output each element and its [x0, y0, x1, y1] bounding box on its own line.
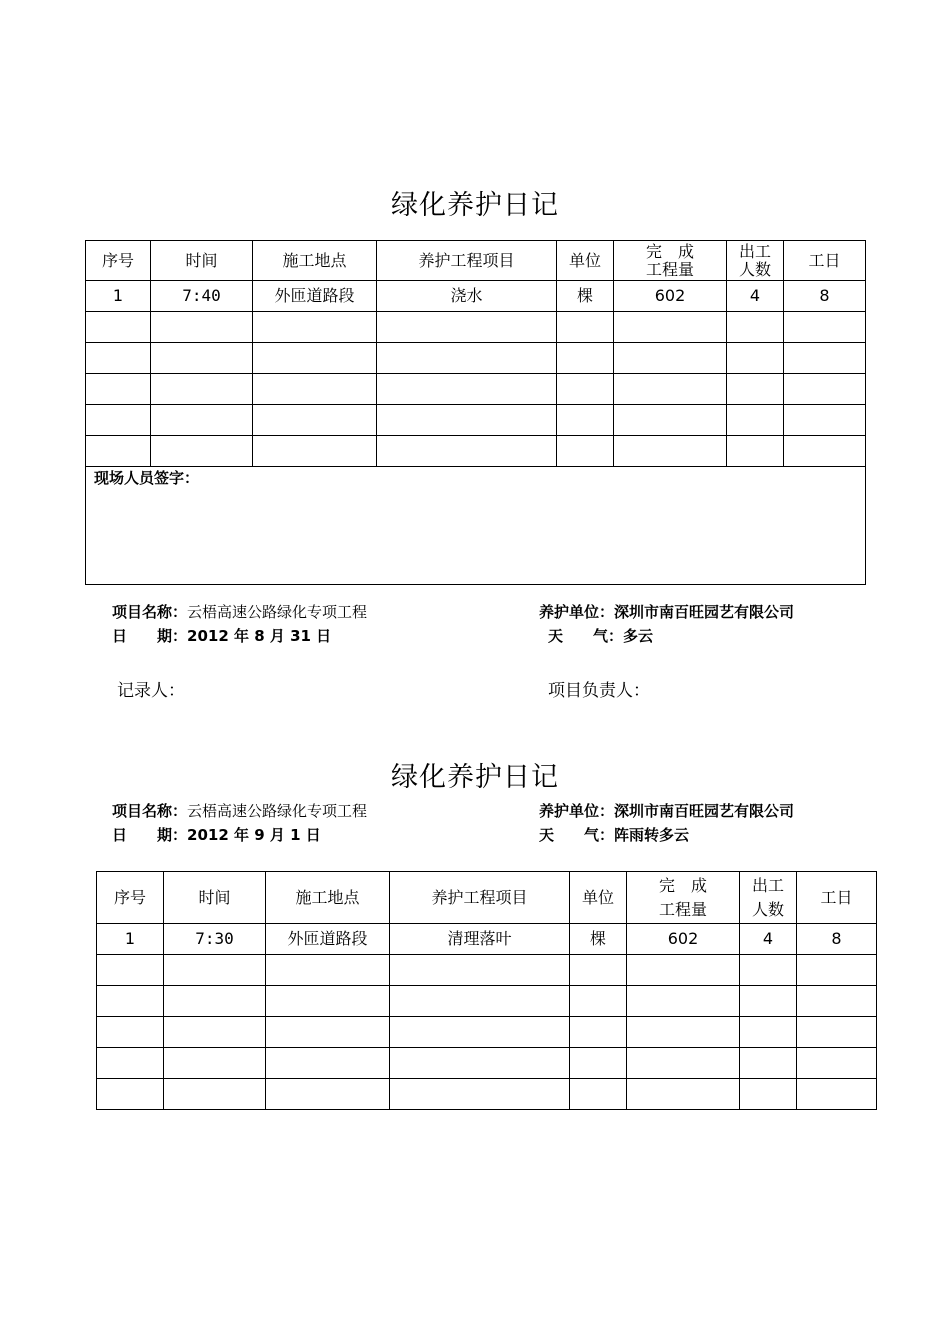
cell-time: 7:30	[164, 924, 266, 955]
project-label: 项目名称：	[112, 603, 188, 621]
table-row	[86, 343, 866, 374]
date-value: 2012 年 9 月 1 日	[187, 826, 321, 844]
header-time: 时间	[164, 872, 266, 924]
empty-cell	[614, 312, 727, 343]
date-label: 日 期：	[112, 826, 188, 844]
empty-cell	[627, 955, 740, 986]
manager-label: 项目负责人：	[548, 681, 650, 701]
project-label: 项目名称：	[112, 802, 188, 820]
project-value: 云梧高速公路绿化专项工程	[187, 802, 368, 820]
empty-cell	[557, 436, 614, 467]
empty-cell	[797, 1048, 877, 1079]
weather-value: 多云	[623, 627, 654, 645]
empty-cell	[377, 405, 557, 436]
empty-cell	[97, 1079, 164, 1110]
cell-project-item: 浇水	[377, 281, 557, 312]
header-index: 序号	[86, 241, 151, 281]
empty-cell	[797, 1079, 877, 1110]
empty-cell	[557, 312, 614, 343]
table-row	[86, 374, 866, 405]
empty-cell	[570, 1079, 627, 1110]
header-workers	[740, 872, 797, 924]
empty-cell	[266, 1079, 390, 1110]
empty-cell	[253, 405, 377, 436]
empty-cell	[164, 1017, 266, 1048]
header-quantity-line2: 工程量	[645, 259, 694, 279]
empty-cell	[570, 1048, 627, 1079]
cell-unit: 棵	[557, 281, 614, 312]
table-row	[86, 436, 866, 467]
diary-1-unit	[539, 601, 794, 622]
empty-cell	[740, 1079, 797, 1110]
signature-label: 现场人员签字：	[94, 469, 200, 487]
table-header-row	[86, 241, 866, 281]
header-quantity	[627, 872, 740, 924]
header-workers-line1: 出工	[738, 241, 771, 261]
cell-workers: 4	[740, 924, 797, 955]
empty-cell	[390, 1048, 570, 1079]
table-row	[86, 312, 866, 343]
empty-cell	[164, 1048, 266, 1079]
cell-time: 7:40	[151, 281, 253, 312]
empty-cell	[86, 312, 151, 343]
empty-cell	[390, 955, 570, 986]
header-workers-line1: 出工	[751, 875, 784, 895]
empty-cell	[557, 405, 614, 436]
header-quantity-line2: 工程量	[658, 899, 707, 919]
empty-cell	[253, 343, 377, 374]
header-time: 时间	[151, 241, 253, 281]
header-workdays: 工日	[797, 872, 877, 924]
date-value: 2012 年 8 月 31 日	[187, 627, 332, 645]
header-project-item: 养护工程项目	[390, 872, 570, 924]
cell-workers: 4	[727, 281, 784, 312]
empty-cell	[390, 1017, 570, 1048]
cell-workdays: 8	[797, 924, 877, 955]
empty-cell	[784, 405, 866, 436]
cell-workdays: 8	[784, 281, 866, 312]
empty-cell	[727, 436, 784, 467]
empty-cell	[570, 955, 627, 986]
unit-label: 养护单位：	[539, 603, 615, 621]
signature-row	[86, 467, 866, 585]
empty-cell	[557, 374, 614, 405]
empty-cell	[253, 436, 377, 467]
empty-cell	[86, 405, 151, 436]
header-location: 施工地点	[266, 872, 390, 924]
empty-cell	[266, 1048, 390, 1079]
weather-value: 阵雨转多云	[614, 826, 690, 844]
empty-cell	[266, 1017, 390, 1048]
diary-1-project	[112, 601, 367, 622]
cell-index: 1	[97, 924, 164, 955]
empty-cell	[784, 374, 866, 405]
header-quantity	[614, 241, 727, 281]
empty-cell	[86, 343, 151, 374]
empty-cell	[784, 343, 866, 374]
empty-cell	[627, 1079, 740, 1110]
header-unit: 单位	[557, 241, 614, 281]
empty-cell	[151, 405, 253, 436]
project-value: 云梧高速公路绿化专项工程	[187, 603, 368, 621]
empty-cell	[164, 955, 266, 986]
table-row	[97, 955, 877, 986]
empty-cell	[614, 436, 727, 467]
diary-2-title: 绿化养护日记	[391, 762, 559, 793]
empty-cell	[797, 986, 877, 1017]
diary-1-weather	[548, 625, 653, 646]
empty-cell	[627, 1017, 740, 1048]
diary-2-date	[112, 824, 321, 845]
empty-cell	[86, 436, 151, 467]
empty-cell	[97, 955, 164, 986]
empty-cell	[740, 955, 797, 986]
empty-cell	[797, 955, 877, 986]
table-row	[86, 281, 866, 312]
header-project-item: 养护工程项目	[377, 241, 557, 281]
cell-project-item: 清理落叶	[390, 924, 570, 955]
empty-cell	[627, 1048, 740, 1079]
signature-cell	[86, 467, 866, 585]
unit-label: 养护单位：	[539, 802, 615, 820]
empty-cell	[390, 1079, 570, 1110]
header-quantity-line1: 完 成	[658, 875, 707, 895]
table-row	[97, 1079, 877, 1110]
empty-cell	[97, 1048, 164, 1079]
header-index: 序号	[97, 872, 164, 924]
header-location: 施工地点	[253, 241, 377, 281]
empty-cell	[390, 986, 570, 1017]
header-workers	[727, 241, 784, 281]
diary-1-title: 绿化养护日记	[391, 190, 559, 221]
header-quantity-line1: 完 成	[645, 241, 694, 261]
diary-1-date	[112, 625, 331, 646]
empty-cell	[86, 374, 151, 405]
diary-2-project	[112, 800, 367, 821]
empty-cell	[740, 986, 797, 1017]
header-workdays: 工日	[784, 241, 866, 281]
empty-cell	[377, 343, 557, 374]
empty-cell	[784, 436, 866, 467]
date-label: 日 期：	[112, 627, 188, 645]
table-row	[97, 1017, 877, 1048]
empty-cell	[151, 312, 253, 343]
header-unit: 单位	[570, 872, 627, 924]
empty-cell	[570, 986, 627, 1017]
empty-cell	[253, 312, 377, 343]
table-row	[97, 986, 877, 1017]
empty-cell	[740, 1048, 797, 1079]
empty-cell	[377, 374, 557, 405]
table-header-row	[97, 872, 877, 924]
empty-cell	[164, 986, 266, 1017]
header-workers-line2: 人数	[751, 899, 784, 919]
empty-cell	[570, 1017, 627, 1048]
empty-cell	[377, 436, 557, 467]
cell-quantity: 602	[627, 924, 740, 955]
empty-cell	[614, 374, 727, 405]
empty-cell	[740, 1017, 797, 1048]
empty-cell	[377, 312, 557, 343]
empty-cell	[151, 374, 253, 405]
empty-cell	[151, 436, 253, 467]
cell-index: 1	[86, 281, 151, 312]
weather-label: 天 气：	[539, 826, 615, 844]
cell-quantity: 602	[614, 281, 727, 312]
empty-cell	[797, 1017, 877, 1048]
empty-cell	[727, 374, 784, 405]
table-row	[86, 405, 866, 436]
recorder-label: 记录人：	[117, 681, 185, 701]
diary-2-unit	[539, 800, 794, 821]
table-row	[97, 1048, 877, 1079]
empty-cell	[614, 405, 727, 436]
empty-cell	[627, 986, 740, 1017]
empty-cell	[727, 343, 784, 374]
diary-2-weather	[539, 824, 689, 845]
empty-cell	[151, 343, 253, 374]
unit-value: 深圳市南百旺园艺有限公司	[614, 802, 795, 820]
header-workers-line2: 人数	[738, 259, 771, 279]
weather-label: 天 气：	[548, 627, 624, 645]
empty-cell	[266, 955, 390, 986]
empty-cell	[727, 405, 784, 436]
empty-cell	[164, 1079, 266, 1110]
diary-2-table	[96, 871, 877, 1110]
cell-location: 外匝道路段	[266, 924, 390, 955]
empty-cell	[557, 343, 614, 374]
cell-unit: 棵	[570, 924, 627, 955]
empty-cell	[784, 312, 866, 343]
empty-cell	[253, 374, 377, 405]
table-row	[97, 924, 877, 955]
diary-1-table	[85, 240, 866, 585]
empty-cell	[266, 986, 390, 1017]
empty-cell	[727, 312, 784, 343]
empty-cell	[97, 986, 164, 1017]
cell-location: 外匝道路段	[253, 281, 377, 312]
unit-value: 深圳市南百旺园艺有限公司	[614, 603, 795, 621]
empty-cell	[97, 1017, 164, 1048]
empty-cell	[614, 343, 727, 374]
